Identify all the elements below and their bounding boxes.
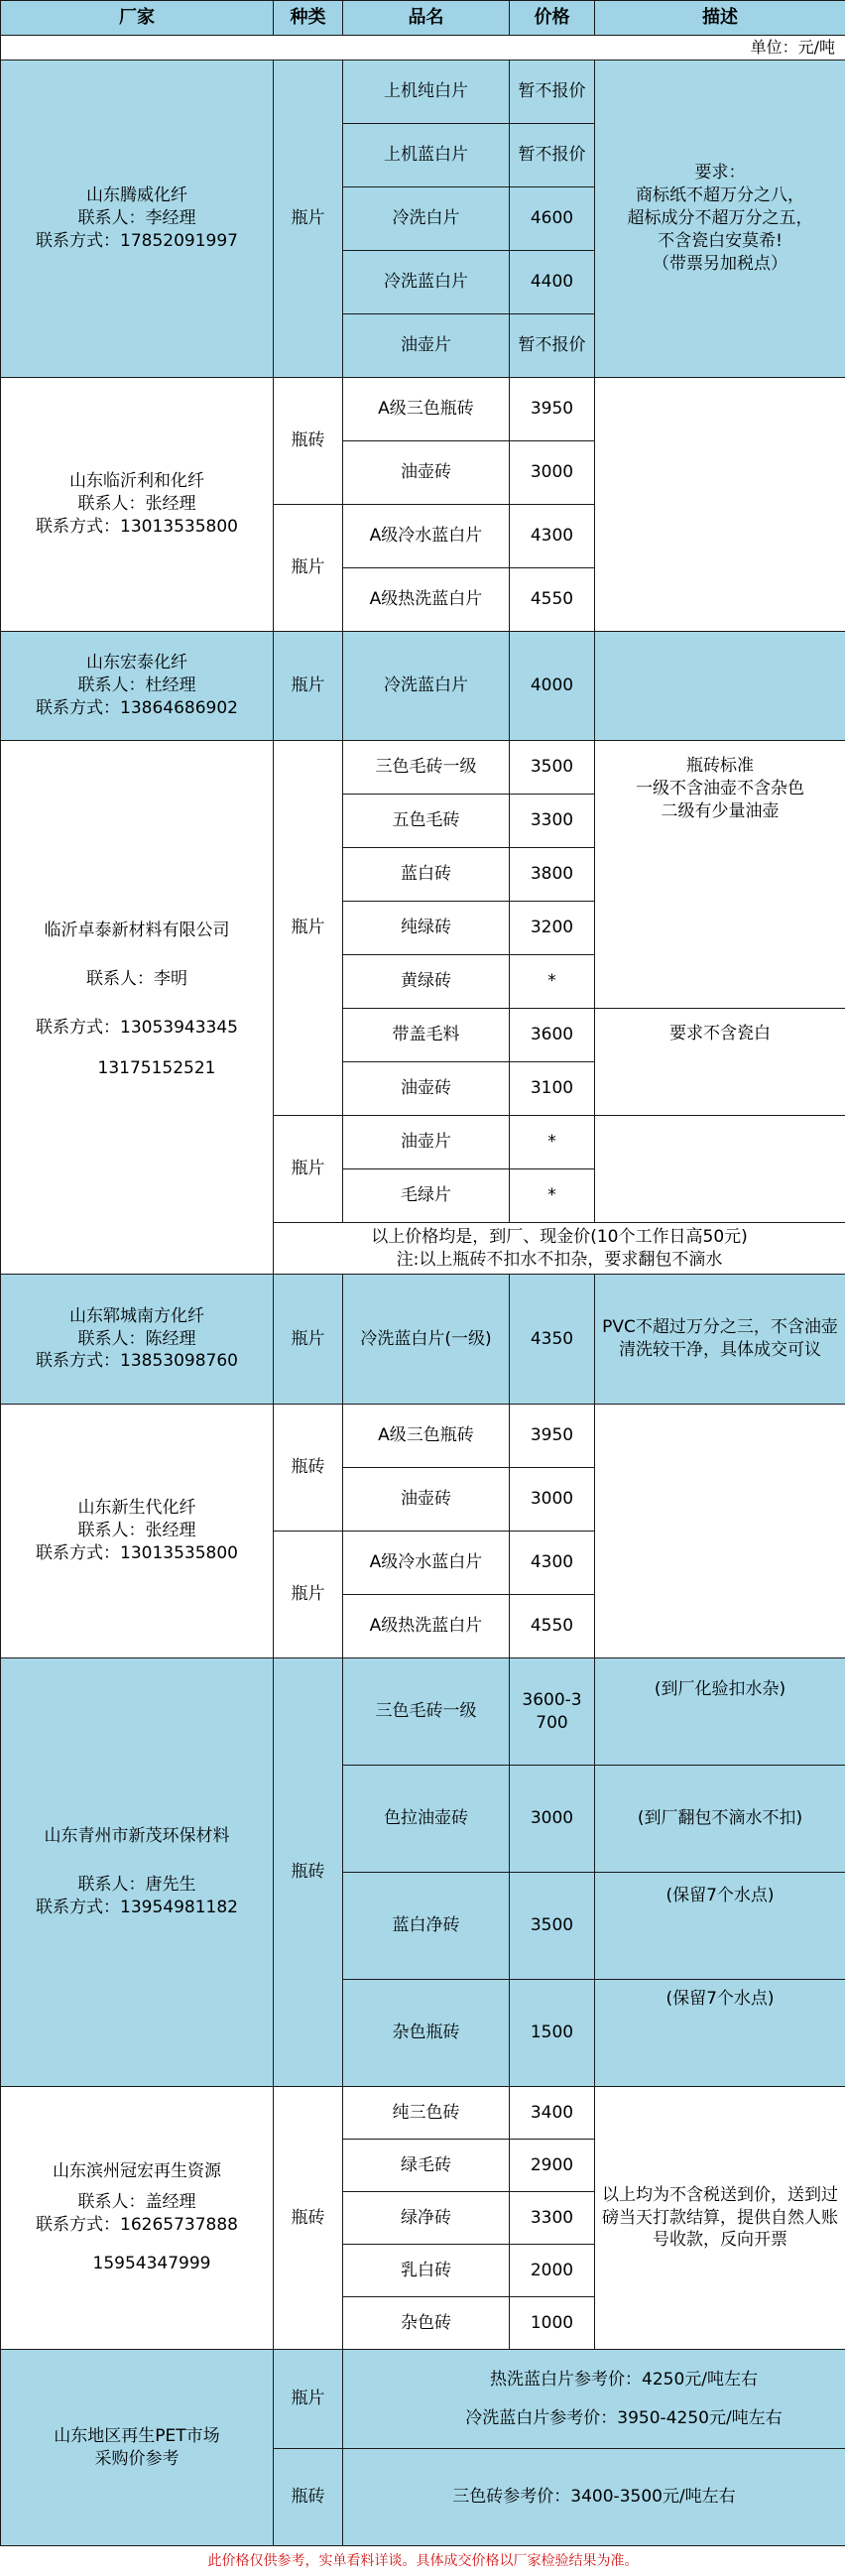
- product-name: 油壶砖: [343, 1062, 510, 1116]
- table-row: [1, 1658, 845, 1766]
- company-cell: [1, 378, 274, 632]
- company-cell: [1, 2087, 274, 2350]
- product-price: 3000: [510, 1468, 595, 1532]
- product-price: 4300: [510, 505, 595, 568]
- description-cell: 以上均为不含税送到价，送到过磅当天打款结算，提供自然人账号收款，反向开票: [595, 2087, 845, 2350]
- product-price: 4400: [510, 251, 595, 314]
- product-name: 冷洗蓝白片: [343, 632, 510, 741]
- product-price: 4550: [510, 1595, 595, 1658]
- kind-cell: 瓶砖: [274, 2449, 343, 2546]
- company-cell: [1, 1275, 274, 1405]
- product-price: 4300: [510, 1532, 595, 1595]
- company-cell: [1, 61, 274, 378]
- product-name: A级冷水蓝白片: [343, 1532, 510, 1595]
- note-line: 注:以上瓶砖不扣水不扣杂，要求翻包不滴水: [278, 1249, 841, 1272]
- kind-cell: 瓶片: [274, 632, 343, 741]
- table-row: [1, 61, 845, 124]
- company-name: 山东地区再生PET市场: [5, 2425, 269, 2448]
- product-price: 3500: [510, 1873, 595, 1980]
- product-price: 3300: [510, 2192, 595, 2245]
- header-desc: 描述: [595, 1, 845, 36]
- product-name: 纯绿砖: [343, 902, 510, 955]
- product-price: 3000: [510, 441, 595, 505]
- product-name: 带盖毛料: [343, 1009, 510, 1062]
- description-cell: (保留7个水点): [595, 1980, 845, 2087]
- description-cell: (到厂化验扣水杂): [595, 1658, 845, 1766]
- product-price: 4350: [510, 1275, 595, 1405]
- desc-line: 一级不含油壶不含杂色: [599, 778, 841, 800]
- description-cell: [595, 1405, 845, 1658]
- table-row: [1, 378, 845, 441]
- company-cell: [1, 2350, 274, 2546]
- description-cell: (到厂翻包不滴水不扣): [595, 1766, 845, 1873]
- product-price: 3200: [510, 902, 595, 955]
- product-price: 3600: [510, 1009, 595, 1062]
- kind-cell: 瓶片: [274, 61, 343, 378]
- company-name: 山东临沂利和化纤: [5, 470, 269, 493]
- product-price: 3500: [510, 741, 595, 795]
- product-price: *: [510, 1169, 595, 1223]
- product-price: 1000: [510, 2297, 595, 2350]
- product-price: 暂不报价: [510, 314, 595, 378]
- contact-person: 联系人：唐先生: [5, 1874, 269, 1897]
- contact-person: 联系人：张经理: [5, 1520, 269, 1542]
- kind-cell: 瓶片: [274, 1116, 343, 1223]
- product-price: 3950: [510, 378, 595, 441]
- company-name: 临沂卓泰新材料有限公司: [5, 920, 269, 942]
- note-line: 以上价格均是，到厂、现金价(10个工作日高50元): [278, 1226, 841, 1249]
- contact-phone: 联系方式：13853098760: [5, 1350, 269, 1373]
- kind-cell: 瓶片: [274, 741, 343, 1116]
- reference-line: 冷洗蓝白片参考价：3950-4250元/吨左右: [347, 2407, 841, 2430]
- table-row: [1, 1405, 845, 1468]
- product-name: 绿毛砖: [343, 2140, 510, 2192]
- product-name: 杂色砖: [343, 2297, 510, 2350]
- product-price: 4600: [510, 187, 595, 251]
- product-price: *: [510, 955, 595, 1009]
- description-cell: [595, 741, 845, 1009]
- desc-line: 二级有少量油壶: [599, 800, 841, 823]
- product-name: 杂色瓶砖: [343, 1980, 510, 2087]
- product-name: A级热洗蓝白片: [343, 1595, 510, 1658]
- reference-line: 热洗蓝白片参考价：4250元/吨左右: [347, 2369, 841, 2392]
- product-name: 三色毛砖一级: [343, 741, 510, 795]
- company-name: 山东滨州冠宏再生资源: [5, 2160, 269, 2183]
- company-name: 山东青州市新茂环保材料: [5, 1825, 269, 1848]
- kind-cell: 瓶片: [274, 2350, 343, 2449]
- product-price: 3000: [510, 1766, 595, 1873]
- kind-cell: 瓶砖: [274, 1658, 343, 2087]
- product-price: 3950: [510, 1405, 595, 1468]
- product-name: 色拉油壶砖: [343, 1766, 510, 1873]
- description-cell: PVC不超过万分之三，不含油壶清洗较干净，具体成交可议: [595, 1275, 845, 1405]
- product-name: 冷洗蓝白片(一级): [343, 1275, 510, 1405]
- product-name: 上机纯白片: [343, 61, 510, 124]
- company-name: 山东郓城南方化纤: [5, 1305, 269, 1328]
- header-company: 厂家: [1, 1, 274, 36]
- company-name: 山东腾威化纤: [5, 184, 269, 207]
- product-price: 3300: [510, 795, 595, 848]
- reference-cell: [343, 2449, 845, 2546]
- product-name: A级三色瓶砖: [343, 378, 510, 441]
- kind-cell: 瓶砖: [274, 2087, 343, 2350]
- contact-phone-alt: 15954347999: [5, 2253, 269, 2275]
- product-name: 蓝白砖: [343, 848, 510, 902]
- contact-phone: 联系方式：13864686902: [5, 697, 269, 720]
- unit-label: 单位：元/吨: [1, 36, 845, 61]
- product-name: 油壶片: [343, 1116, 510, 1169]
- contact-phone: 联系方式：13013535800: [5, 516, 269, 539]
- description-cell: 要求不含瓷白: [595, 1009, 845, 1116]
- footer-disclaimer: 此价格仅供参考，实单看料详谈。具体成交价格以厂家检验结果为准。: [1, 2546, 845, 2576]
- company-cell: [1, 1658, 274, 2087]
- kind-cell: 瓶片: [274, 505, 343, 632]
- product-name: 黄绿砖: [343, 955, 510, 1009]
- contact-person: 联系人：杜经理: [5, 675, 269, 697]
- product-price: 3400: [510, 2087, 595, 2140]
- product-price: 2900: [510, 2140, 595, 2192]
- description-cell: [595, 1116, 845, 1223]
- note-cell: [274, 1223, 845, 1275]
- product-name: 纯三色砖: [343, 2087, 510, 2140]
- company-cell: [1, 741, 274, 1275]
- contact-phone: 联系方式：17852091997: [5, 230, 269, 253]
- product-price: 4000: [510, 632, 595, 741]
- desc-line: 要求：: [599, 162, 841, 184]
- desc-line: 不含瓷白安莫希!: [599, 230, 841, 253]
- kind-cell: 瓶砖: [274, 378, 343, 505]
- product-name: 冷洗白片: [343, 187, 510, 251]
- reference-cell: [343, 2350, 845, 2449]
- contact-phone: 联系方式：13053943345: [5, 1017, 269, 1040]
- description-cell: [595, 378, 845, 632]
- contact-person: 联系人：陈经理: [5, 1328, 269, 1351]
- header-row: [1, 1, 845, 36]
- contact-person: 联系人：张经理: [5, 493, 269, 516]
- header-product: 品名: [343, 1, 510, 36]
- contact-phone: 联系方式：13013535800: [5, 1542, 269, 1565]
- company-name: 山东新生代化纤: [5, 1497, 269, 1520]
- product-price: 暂不报价: [510, 61, 595, 124]
- kind-cell: 瓶砖: [274, 1405, 343, 1532]
- product-name: 上机蓝白片: [343, 124, 510, 187]
- product-price: 3100: [510, 1062, 595, 1116]
- product-price: 暂不报价: [510, 124, 595, 187]
- company-subtitle: 采购价参考: [5, 2448, 269, 2471]
- contact-person: 联系人：李明: [5, 968, 269, 991]
- header-kind: 种类: [274, 1, 343, 36]
- contact-phone: 联系方式：16265737888: [5, 2214, 269, 2237]
- product-price: 2000: [510, 2245, 595, 2297]
- header-price: 价格: [510, 1, 595, 36]
- description-cell: (保留7个水点): [595, 1873, 845, 1980]
- contact-phone-alt: 13175152521: [5, 1057, 269, 1080]
- table-row: [1, 632, 845, 741]
- desc-line: 超标成分不超万分之五，: [599, 207, 841, 230]
- desc-line: （带票另加税点）: [599, 253, 841, 276]
- company-cell: [1, 632, 274, 741]
- kind-cell: 瓶片: [274, 1275, 343, 1405]
- table-row: [1, 1275, 845, 1405]
- product-name: A级三色瓶砖: [343, 1405, 510, 1468]
- unit-row: [1, 36, 845, 61]
- contact-person: 联系人：盖经理: [5, 2191, 269, 2214]
- product-name: 油壶砖: [343, 441, 510, 505]
- product-name: 五色毛砖: [343, 795, 510, 848]
- description-cell: [595, 61, 845, 378]
- product-name: 蓝白净砖: [343, 1873, 510, 1980]
- reference-line: 三色砖参考价：3400-3500元/吨左右: [347, 2486, 841, 2509]
- product-name: A级热洗蓝白片: [343, 568, 510, 632]
- company-name: 山东宏泰化纤: [5, 652, 269, 675]
- product-name: 油壶砖: [343, 1468, 510, 1532]
- product-price: 3600-3700: [510, 1658, 595, 1766]
- contact-person: 联系人：李经理: [5, 207, 269, 230]
- description-cell: [595, 632, 845, 741]
- desc-line: 瓶砖标准: [599, 755, 841, 778]
- footer-row: [1, 2546, 845, 2576]
- product-name: 毛绿片: [343, 1169, 510, 1223]
- table-row: [1, 2350, 845, 2449]
- product-name: 油壶片: [343, 314, 510, 378]
- product-price: 3800: [510, 848, 595, 902]
- product-name: 三色毛砖一级: [343, 1658, 510, 1766]
- product-name: A级冷水蓝白片: [343, 505, 510, 568]
- contact-phone: 联系方式：13954981182: [5, 1897, 269, 1919]
- kind-cell: 瓶片: [274, 1532, 343, 1658]
- table-row: [1, 2087, 845, 2140]
- company-cell: [1, 1405, 274, 1658]
- product-name: 乳白砖: [343, 2245, 510, 2297]
- product-price: 1500: [510, 1980, 595, 2087]
- table-row: [1, 741, 845, 795]
- desc-line: 商标纸不超万分之八，: [599, 184, 841, 207]
- product-name: 绿净砖: [343, 2192, 510, 2245]
- product-price: 4550: [510, 568, 595, 632]
- product-price: *: [510, 1116, 595, 1169]
- product-name: 冷洗蓝白片: [343, 251, 510, 314]
